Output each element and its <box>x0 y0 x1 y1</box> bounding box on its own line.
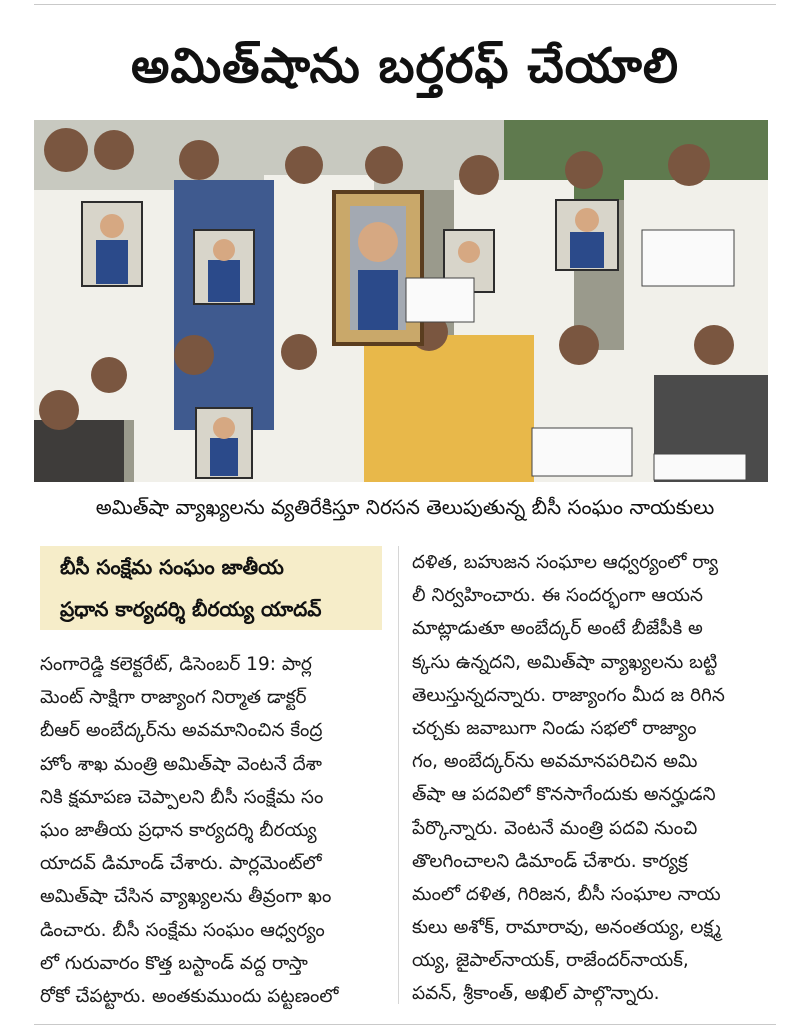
article-line: గం, అంబేద్కర్‌ను అవమానపరిచిన అమి <box>412 751 698 773</box>
column-divider <box>398 546 399 1004</box>
article-line: సంగారెడ్డి కలెక్టరేట్, డిసెంబర్ 19: పార్ల <box>40 654 312 675</box>
protest-photo <box>34 120 768 482</box>
article-line: నికి క్షమాపణ చెప్పాలని బీసీ సంక్షేమ సం <box>40 786 324 808</box>
article-line: హోం శాఖ మంత్రి అమిత్‌షా వెంటనే దేశా <box>40 753 322 775</box>
article-line: ఘం జాతీయ ప్రధాన కార్యదర్శి బీరయ్య <box>40 819 317 841</box>
article-column-right <box>412 546 774 1011</box>
article-line: లో గురువారం కొత్త బస్టాండ్ వద్ద రాస్తా <box>40 952 308 974</box>
article-line: క్కసు ఉన్నదని, అమిత్‌షా వ్యాఖ్యలను బట్టి <box>412 651 718 673</box>
article-line: మాట్లాడుతూ అంబేద్కర్ అంటే బీజేపీకి అ <box>412 618 703 640</box>
article-column-left <box>40 648 386 1013</box>
article-line: పవన్, శ్రీకాంత్, అఖిల్ పాల్గొన్నారు. <box>412 983 660 1005</box>
article-line: బీఆర్ అంబేద్కర్‌ను అవమానించిన కేంద్ర <box>40 720 323 742</box>
photo-caption: అమిత్‌షా వ్యాఖ్యలను వ్యతిరేకిస్తూ నిరసన తెలుపుతున్న బీసీ సంఘం నాయకులు <box>95 495 715 519</box>
article-line: య్య, జైపాల్‌నాయక్, రాజేందర్‌నాయక్, <box>412 950 689 972</box>
article-line: మెంట్ సాక్షిగా రాజ్యాంగ నిర్మాత డాక్టర్ <box>40 687 307 709</box>
article-line: చర్చకు జవాబుగా నిండు సభలో రాజ్యాం <box>412 717 697 739</box>
article-line: తెలుస్తున్నదన్నారు. రాజ్యాంగం మీద జ రిగిన <box>412 684 725 706</box>
article-line: తొలగించాలని డిమాండ్ చేశారు. కార్యక్ర <box>412 850 688 872</box>
article-line: కులు అశోక్, రామారావు, అనంతయ్య, లక్ష్మ <box>412 917 721 939</box>
headline: అమిత్‌షాను బర్తరఫ్ చేయాలి <box>130 38 680 94</box>
article-line: దళిత, బహుజన సంఘాల ఆధ్వర్యంలో ర్యా <box>412 552 719 573</box>
article-line: పేర్కొన్నారు. వెంటనే మంత్రి పదవి నుంచి <box>412 817 698 839</box>
article-line: లీ నిర్వహించారు. ఈ సందర్భంగా ఆయన <box>412 585 703 607</box>
highlight-line-2: ప్రధాన కార్యదర్శి బీరయ్య యాదవ్ <box>60 597 322 621</box>
article-line: యాదవ్ డిమాండ్ చేశారు. పార్లమెంట్‌లో <box>40 853 322 875</box>
article-line: డించారు. బీసీ సంక్షేమ సంఘం ఆధ్వర్యం <box>40 919 325 941</box>
highlight-line-1: బీసీ సంక్షేమ సంఘం జాతీయ <box>60 555 284 579</box>
article-line: త్‌షా ఆ పదవిలో కొనసాగేందుకు అనర్హుడని <box>412 784 716 806</box>
highlight-box <box>40 546 382 630</box>
article-line: మంలో దళిత, గిరిజన, బీసీ సంఘాల నాయ <box>412 883 721 905</box>
article-line: రోకో చేపట్టారు. అంతకుముందు పట్టణంలో <box>40 985 339 1007</box>
article-line: అమిత్‌షా చేసిన వ్యాఖ్యలను తీవ్రంగా ఖం <box>40 886 332 908</box>
bottom-rule <box>34 1024 776 1025</box>
top-rule <box>34 4 776 5</box>
